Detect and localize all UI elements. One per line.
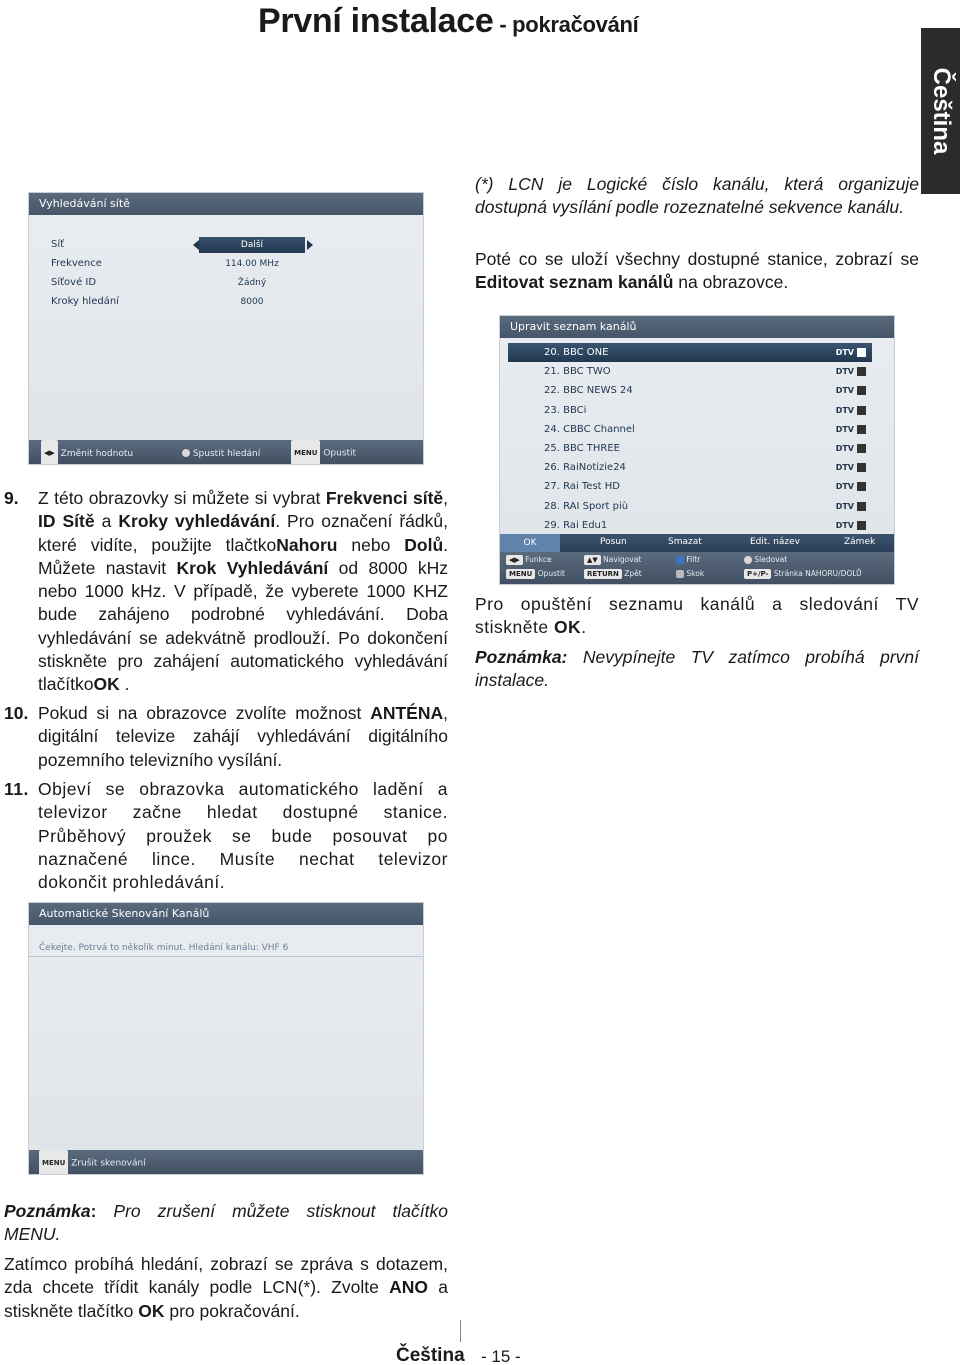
- function-hint: Funkce: [525, 555, 552, 564]
- tv-icon: [857, 482, 866, 491]
- scan-status: Čekejte. Potrvá to několik minut. Hledání kanálu: VHF 6: [39, 943, 289, 953]
- scan-divider: [29, 956, 423, 957]
- channel-type: DTV: [835, 424, 854, 434]
- text-span: . Pro označení řádků, které vidíte, použijte tlačtko: [38, 511, 448, 555]
- channel-type: DTV: [835, 520, 854, 530]
- lcn-note: (*) LCN je Logické číslo kanálu, která organizuje dostupná vysílání podle rozeznatelné sekvence kanálu.: [475, 174, 919, 218]
- network-id-label: Síťové ID: [51, 277, 97, 288]
- tv-icon: [857, 425, 866, 434]
- note-dot: .: [55, 1224, 61, 1245]
- bold-term: Krok Vyhledávání: [176, 557, 329, 578]
- lcn-sort-text: [4, 1253, 448, 1323]
- frequency-label: Frekvence: [51, 258, 102, 269]
- channel-type: DTV: [835, 482, 854, 492]
- frequency-value: 114.00 MHz: [225, 259, 279, 269]
- channel-type-badge: [836, 424, 866, 435]
- arrow-right-icon: [307, 240, 313, 250]
- channel-type: DTV: [835, 443, 854, 453]
- page-hint: Stránka NAHORU/DOLŮ: [773, 569, 862, 578]
- page-title: [258, 2, 638, 41]
- edit-channel-list-screen: [499, 315, 895, 585]
- text-span: Zatímco probíhá hledání, zobrazí se zpráva s dotazem, zda chcete třídit kanály podle LCN(*). Zvolte: [4, 1254, 448, 1298]
- text-span: . Můžete nastavit: [38, 534, 449, 578]
- channel-type-badge: [836, 462, 866, 473]
- bold-term: ID Sítě: [38, 511, 95, 532]
- channel-type-badge: [836, 481, 866, 492]
- network-value: Další: [199, 237, 305, 253]
- change-value-hint: Změnit hodnotu: [60, 448, 134, 459]
- item-number: 11.: [4, 779, 29, 799]
- note-colon: :: [90, 1201, 97, 1221]
- skip-hint: Skok: [686, 569, 705, 578]
- item-number: 10.: [4, 703, 29, 723]
- after-save-text-1: Poté co se uloží všechny dostupné stanice, zobrazí se: [475, 249, 919, 269]
- language-side-tab-label: Čeština: [927, 67, 955, 155]
- channel-name: 29. Rai Edu1: [544, 519, 608, 531]
- text-span: Pokud si na obrazovce zvolíte možnost: [38, 703, 371, 723]
- frequency-row[interactable]: [51, 256, 421, 272]
- text-span: od 8000 kHz nebo 1000 kHz. V případě, že vyberete 1000 KHZ bude zahájeno podrobné vyhledávání. Doba vyhledávání se adekvátně prodlouží. Po dokončení stiskněte pro zahájení automatického vyhledávání tlačítko: [38, 557, 449, 695]
- note-text: Nevypínejte TV zatímco probíhá první instalace.: [475, 647, 919, 691]
- search-step-label: Kroky hledání: [51, 296, 119, 307]
- channel-row[interactable]: [508, 516, 872, 535]
- network-search-footer: [29, 440, 423, 464]
- edit-channel-list-title: Upravit seznam kanálů: [500, 316, 894, 338]
- channel-row[interactable]: [508, 401, 872, 420]
- footer-language: Čeština: [396, 1345, 465, 1365]
- channel-name: 22. BBC NEWS 24: [544, 385, 633, 397]
- exit-channel-list-text: [475, 593, 919, 640]
- auto-scan-screen: [28, 902, 424, 1175]
- network-row[interactable]: [51, 237, 421, 253]
- network-id-row[interactable]: [51, 275, 421, 291]
- bold-term: Nahoru: [276, 534, 338, 555]
- channel-type-badge: [836, 405, 866, 416]
- watch-key-icon: [744, 556, 752, 564]
- cancel-scan-hint: Zrušit skenování: [71, 1158, 146, 1169]
- text-span: pro pokračování.: [164, 1300, 300, 1321]
- channel-row[interactable]: [508, 420, 872, 439]
- skip-key-icon: [676, 570, 684, 578]
- channel-type-badge: [836, 385, 866, 396]
- channel-type-badge: [836, 443, 866, 454]
- ok-key-icon: ◀▶: [506, 555, 523, 565]
- menu-rename[interactable]: Edit. název: [750, 537, 800, 547]
- channel-name: 20. BBC ONE: [544, 347, 609, 358]
- list-item-11: [4, 778, 448, 894]
- menu-key-icon: MENU: [506, 569, 535, 579]
- list-item-10: [4, 702, 448, 772]
- exit-text-2: .: [581, 617, 587, 638]
- bold-term: Kroky vyhledávání: [118, 511, 276, 532]
- tv-icon: [857, 463, 866, 472]
- tv-icon: [857, 502, 866, 511]
- channel-type: DTV: [835, 348, 854, 357]
- item-text: [38, 487, 448, 697]
- exit-hint: Opustit: [537, 569, 565, 578]
- auto-scan-title: Automatické Skenování Kanálů: [29, 903, 423, 925]
- language-side-tab: [921, 28, 960, 194]
- after-save-text-2: na obrazovce.: [673, 272, 789, 293]
- text-span: .: [119, 674, 130, 695]
- item-text: Objeví se obrazovka automatického ladění a televizor začne hledat dostupné stanice. Průběhový proužek se bude posouvat po naznačené lince. Musíte nechat televizor dokončit prohledávání.: [38, 779, 448, 893]
- return-key-icon: RETURN: [584, 569, 622, 579]
- channel-row[interactable]: [508, 497, 872, 516]
- navigate-key-icon: ▲▼: [584, 555, 601, 565]
- first-install-note: [475, 646, 919, 693]
- edit-channel-list-term: Editovat seznam kanálů: [475, 272, 674, 293]
- channel-name: 21. BBC TWO: [544, 366, 611, 378]
- channel-row[interactable]: [508, 362, 872, 381]
- channel-name: 27. Rai Test HD: [544, 481, 620, 493]
- bold-term: OK: [93, 674, 120, 695]
- channel-type-badge: [836, 366, 866, 377]
- back-hint: Zpět: [624, 569, 642, 578]
- item-number: 9.: [4, 488, 19, 508]
- tv-icon: [857, 406, 866, 415]
- ok-key-icon: [182, 449, 190, 457]
- list-item-9: [4, 487, 448, 697]
- channel-list: [508, 343, 872, 535]
- blue-key-icon: [676, 556, 684, 564]
- note-label: Poznámka: [4, 1201, 91, 1221]
- exit-hint: Opustit: [323, 448, 357, 459]
- footer-divider: [460, 1320, 461, 1342]
- channel-type: DTV: [835, 463, 854, 473]
- channel-name: 25. BBC THREE: [544, 442, 621, 454]
- text-span: ,: [443, 488, 448, 508]
- network-id-value: Žádný: [237, 278, 267, 288]
- arrows-key-icon: ◀▶: [41, 440, 58, 465]
- menu-move[interactable]: Posun: [600, 537, 627, 547]
- tv-icon: [857, 386, 866, 395]
- network-search-title: Vyhledávání sítě: [29, 193, 423, 215]
- channel-type: DTV: [835, 501, 854, 511]
- channel-type-badge: [836, 347, 866, 358]
- page-key-icon: P+/P-: [744, 569, 771, 579]
- ok-key-term: OK: [138, 1300, 165, 1321]
- auto-scan-footer: [29, 1150, 423, 1174]
- network-search-screen: [28, 192, 424, 465]
- channel-type: DTV: [835, 367, 854, 377]
- menu-term: MENU: [4, 1224, 56, 1245]
- tv-icon: [857, 367, 866, 376]
- channel-type-badge: [836, 520, 866, 531]
- text-span: , digitální televize zahájí vyhledávání digitálního pozemního televizního vysílání.: [38, 703, 448, 770]
- text-span: nebo: [337, 534, 405, 555]
- channel-row[interactable]: [508, 381, 872, 400]
- menu-key-icon: MENU: [39, 1150, 68, 1175]
- cancel-note: [4, 1200, 448, 1247]
- network-label: Síť: [51, 239, 65, 250]
- yes-term: ANO: [389, 1277, 428, 1298]
- filter-hint: Filtr: [686, 555, 701, 564]
- channel-row[interactable]: [508, 477, 872, 496]
- text-span: a stiskněte tlačítko: [4, 1277, 448, 1321]
- text-span: Z této obrazovky si můžete si vybrat: [38, 488, 326, 508]
- start-search-hint: Spustit hledání: [192, 448, 261, 459]
- ok-key-term: OK: [553, 617, 582, 638]
- menu-ok[interactable]: OK: [500, 534, 560, 552]
- edit-channel-list-footer: [500, 552, 894, 584]
- channel-row[interactable]: [508, 458, 872, 477]
- title-sub: - pokračování: [493, 12, 639, 37]
- item-text: [38, 702, 448, 772]
- tv-icon: [857, 521, 866, 530]
- channel-action-menu: [500, 534, 894, 552]
- search-step-row[interactable]: [51, 294, 421, 310]
- channel-type: DTV: [835, 405, 854, 415]
- channel-row[interactable]: [508, 439, 872, 458]
- channel-type-badge: [836, 501, 866, 512]
- exit-text-1: Pro opuštění seznamu kanálů a sledování TV stiskněte: [475, 594, 919, 638]
- note-text: Pro zrušení můžete stisknout tlačítko: [96, 1201, 448, 1221]
- channel-name: 26. RaiNotizie24: [544, 462, 626, 474]
- after-save-text: [475, 248, 919, 295]
- search-step-value: 8000: [240, 297, 264, 307]
- watch-hint: Sledovat: [754, 555, 788, 564]
- title-main: První instalace: [258, 2, 494, 40]
- navigate-hint: Navigovat: [603, 555, 642, 564]
- menu-delete[interactable]: Smazat: [668, 537, 702, 547]
- menu-lock[interactable]: Zámek: [844, 537, 876, 547]
- menu-key-icon: MENU: [291, 440, 320, 465]
- tv-icon: [857, 444, 866, 453]
- channel-name: 23. BBCi: [544, 404, 587, 416]
- channel-type: DTV: [835, 386, 854, 396]
- tv-icon: [857, 348, 866, 357]
- bold-term: ANTÉNA: [370, 703, 444, 723]
- bold-term: Frekvenci sítě: [325, 488, 444, 508]
- channel-name: 28. RAI Sport più: [544, 500, 629, 512]
- page-number: - 15 -: [481, 1347, 521, 1365]
- text-span: a: [94, 511, 119, 532]
- note-label: Poznámka:: [475, 647, 568, 667]
- channel-name: 24. CBBC Channel: [544, 423, 635, 435]
- bold-term: Dolů: [404, 534, 444, 555]
- channel-row[interactable]: [508, 343, 872, 362]
